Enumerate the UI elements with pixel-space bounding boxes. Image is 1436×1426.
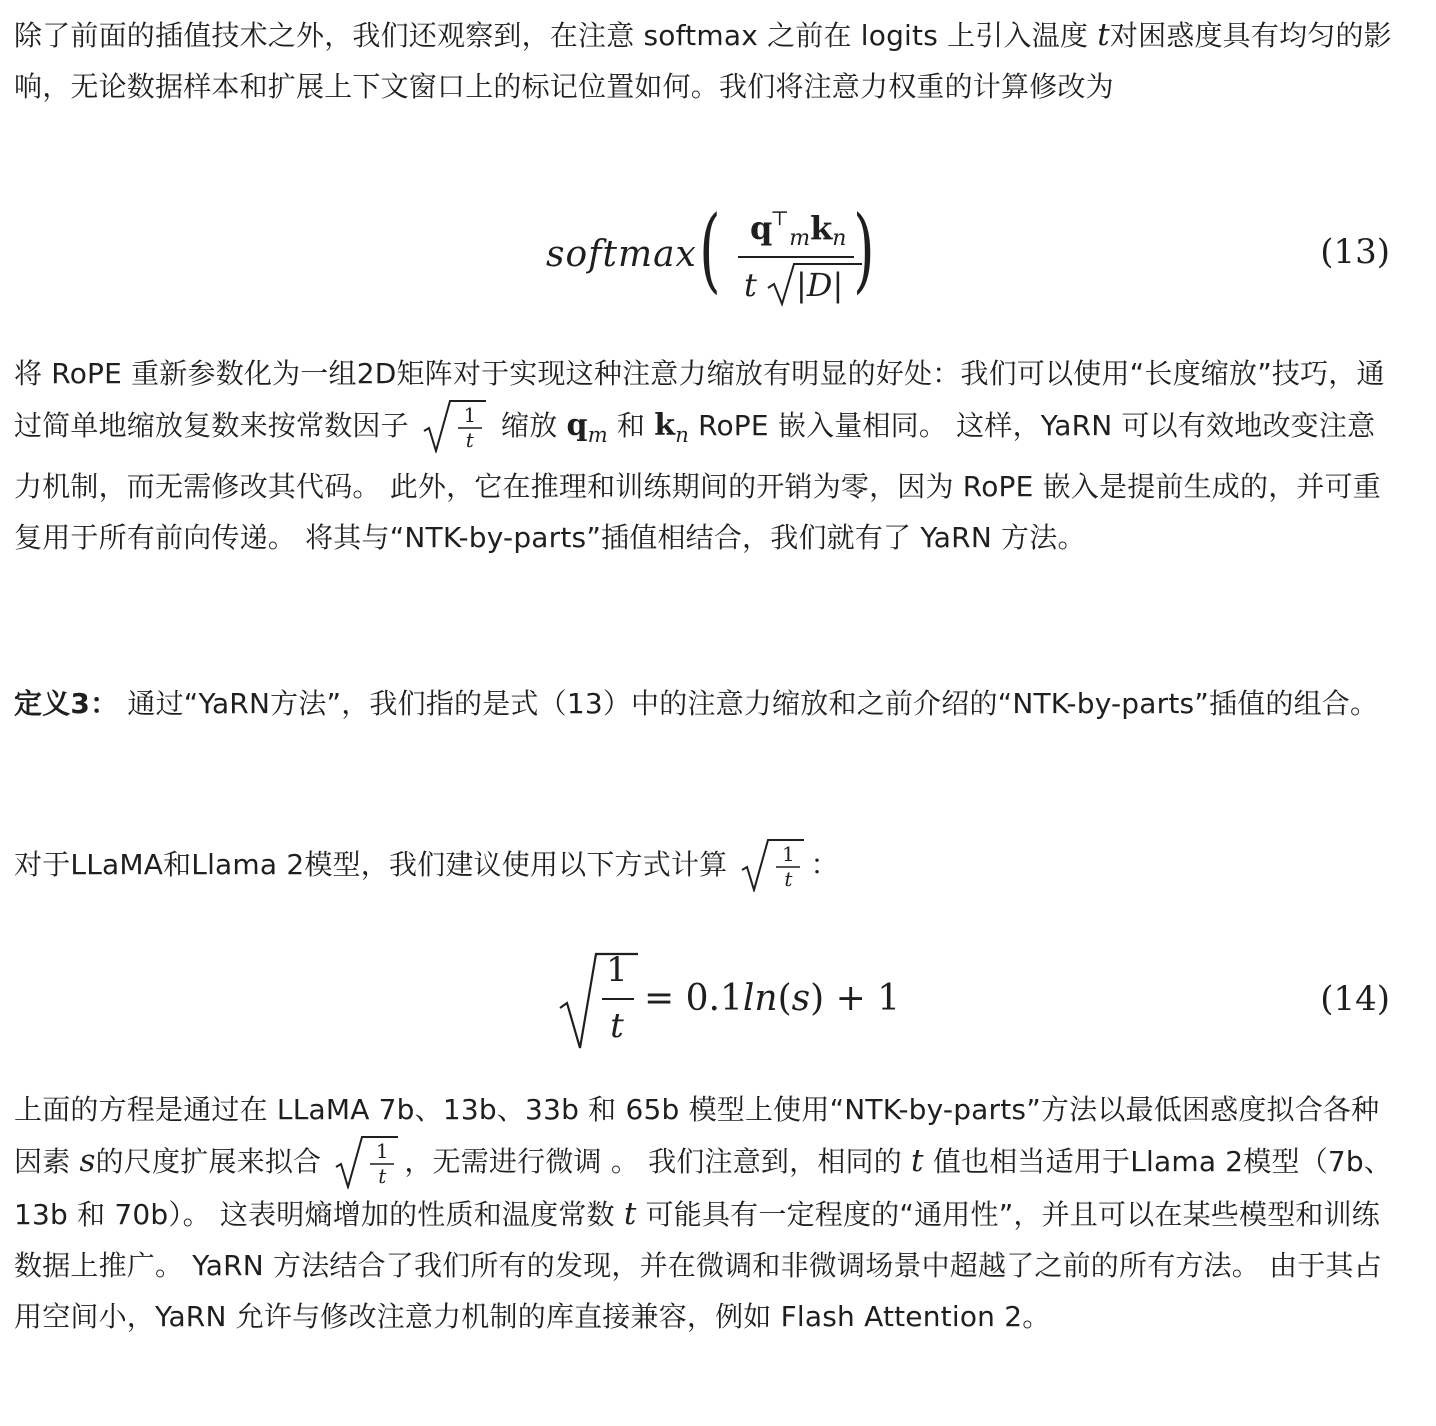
equation-13-denominator: t |D| bbox=[744, 266, 757, 304]
equation-13-numerator: $q^⊤_mk_n$ bbox=[750, 206, 847, 251]
paragraph-rope-scaling: 将 RoPE 重新参数化为一组2D矩阵对于实现这种注意力缩放有明显的好处：我们可以使用“长度缩放”技巧，通过简单地缩放复数来按常数因子 1 t 缩放 $q_m$ 和 $k_n$ RoPE 嵌入量相同。 这样，YaRN 可以有效地改变注意力机制，而无需修改其代码。 此外，它在推理和训练期间的开销为零，因为 RoPE 嵌入是提前生成的，并可重复用于所有前向传递。 将其与“NTK-by-parts”插值相结合，我们就有了 YaRN 方法。 bbox=[14, 357, 1385, 554]
inline-sqrt-1-over-t: 1 t bbox=[422, 399, 488, 453]
inline-sqrt-1-over-t: 1 t bbox=[740, 838, 806, 892]
definition-label: 定义3： bbox=[14, 687, 119, 720]
fraction-bar bbox=[602, 998, 634, 1000]
equation-number-13: (13) bbox=[1320, 232, 1390, 272]
paragraph-fitting-results: 上面的方程是通过在 LLaMA 7b、13b、33b 和 65b 模型上使用“NTK-by-parts”方法以最低困惑度拟合各种因素 s的尺度扩展来拟合 1 t ，无需进行微调 。 我们注意到，相同的 t 值也相当适用于Llama 2模型（7b、13b 和 70b）。 这表明熵增加的性质和温度常数 t 可能具有一定程度的“通用性”，并且可以在某些模型和训练数据上推广。 YaRN 方法结合了我们所有的发现，并在微调和非微调场景中超越了之前的所有方法。 由于其占用空间小，YaRN 允许与修改注意力机制的库直接兼容，例如 Flash Attention 2。 bbox=[14, 1093, 1393, 1333]
equation-13 bbox=[14, 196, 1394, 320]
paragraph-llama-recommendation: 对于LLaMA和Llama 2模型，我们建议使用以下方式计算 1 t ： bbox=[14, 838, 1394, 892]
equation-number-14: (14) bbox=[1320, 979, 1390, 1019]
left-paren: ( bbox=[699, 196, 721, 303]
equation-14: 1 t = 0.1ln(s) + 1 (14) bbox=[14, 948, 1394, 1058]
inline-sqrt-1-over-t: 1 t bbox=[334, 1135, 400, 1189]
paragraph-definition-3: 定义3： 通过“YaRN方法”，我们指的是式（13）中的注意力缩放和之前介绍的“NTK-by-parts”插值的组合。 bbox=[14, 687, 1379, 720]
fraction-bar bbox=[738, 256, 854, 258]
math-t: t bbox=[1097, 17, 1110, 53]
equation-14-rhs: = 0.1ln(s) + 1 bbox=[644, 978, 901, 1019]
softmax-function: softmax bbox=[546, 234, 697, 275]
paragraph-temperature-intro: 除了前面的插值技术之外，我们还观察到，在注意 softmax 之前在 logits 上引入温度 t对困惑度具有均匀的影响，无论数据样本和扩展上下文窗口上的标记位置如何。我们将注意力权重的计算修改为 bbox=[14, 17, 1392, 103]
right-paren: ) bbox=[853, 196, 875, 303]
